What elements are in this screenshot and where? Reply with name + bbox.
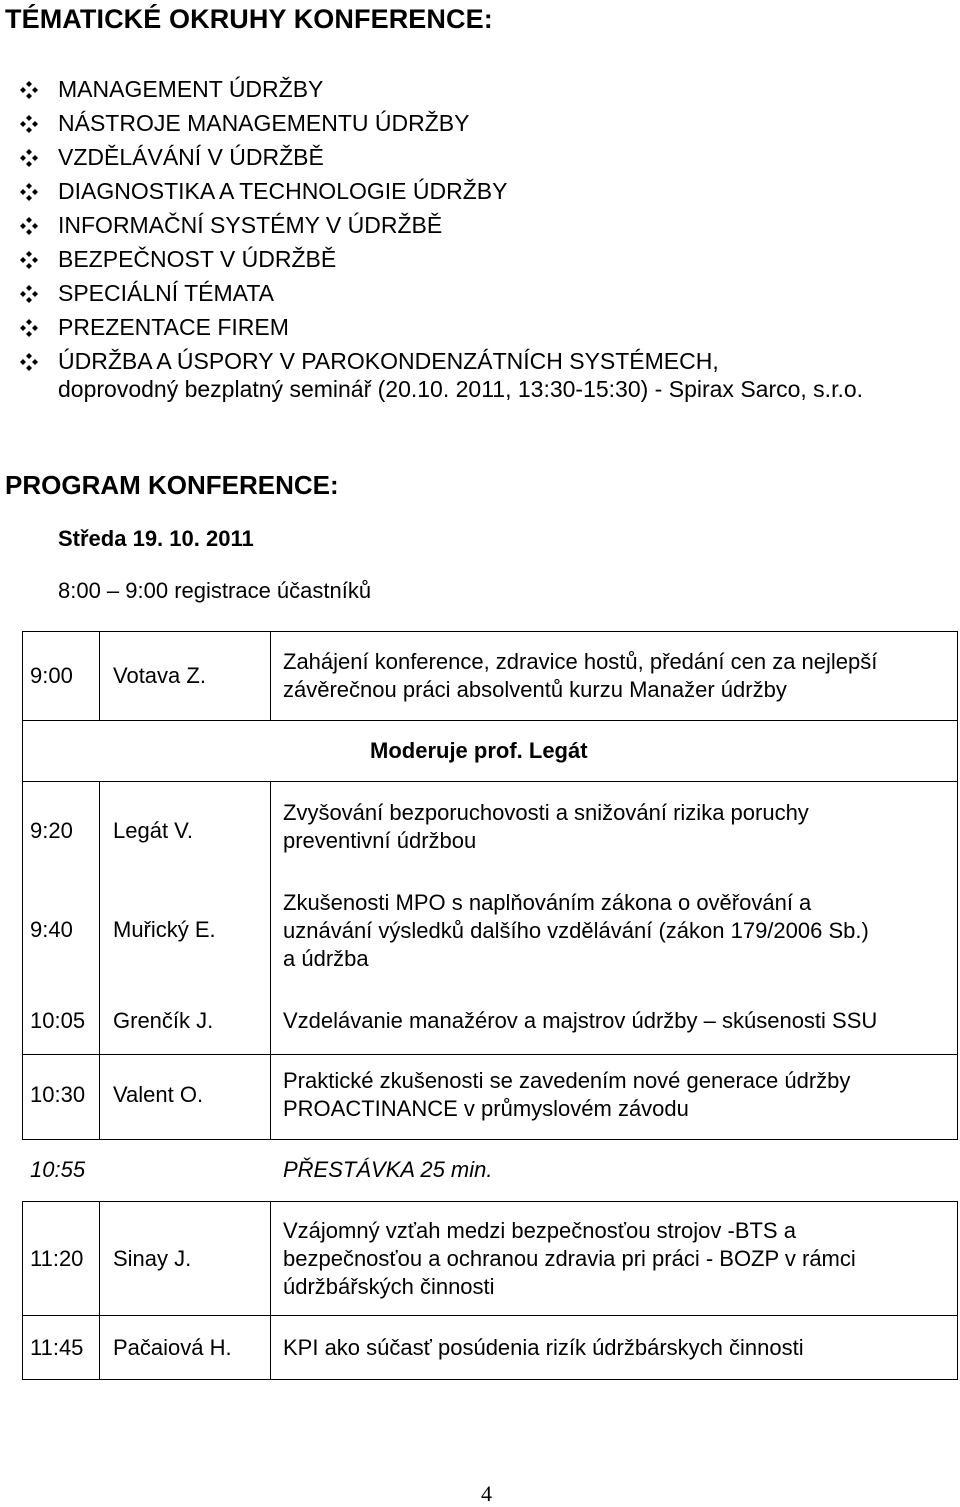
topic-continuation: doprovodný bezplatný seminář (20.10. 2011, 13:30-15:30) - Spirax Sarco, s.r.o. xyxy=(58,376,864,402)
list-item xyxy=(20,276,719,310)
talk-title: Vzájomný vzťah medzi bezpečnosťou strojov -BTS a xyxy=(283,1218,796,1243)
list-item xyxy=(20,208,719,242)
break-time: 10:55 xyxy=(30,1157,86,1182)
topic-label: DIAGNOSTIKA A TECHNOLOGIE ÚDRŽBY xyxy=(58,178,508,204)
speaker-cell: Valent O. xyxy=(113,1082,204,1107)
program-heading: PROGRAM KONFERENCE: xyxy=(5,470,339,500)
talk-title: uznávání výsledků dalšího vzdělávání (zákon 179/2006 Sb.) xyxy=(283,918,869,943)
time-cell: 9:40 xyxy=(30,917,73,942)
four-diamond-bullet-icon xyxy=(20,115,38,133)
list-item xyxy=(20,106,719,140)
day-heading: Středa 19. 10. 2011 xyxy=(58,526,254,551)
time-cell: 11:20 xyxy=(30,1246,84,1271)
four-diamond-bullet-icon xyxy=(20,217,38,235)
list-item xyxy=(20,344,719,378)
topic-label: INFORMAČNÍ SYSTÉMY V ÚDRŽBĚ xyxy=(58,212,443,238)
break-label: PŘESTÁVKA 25 min. xyxy=(283,1157,493,1182)
program-table xyxy=(22,631,958,1140)
row-divider xyxy=(22,781,958,782)
column-divider xyxy=(99,631,100,720)
time-cell: 10:05 xyxy=(30,1008,86,1033)
list-item xyxy=(20,310,719,344)
list-item xyxy=(20,242,719,276)
column-divider xyxy=(99,781,100,1140)
talk-title: KPI ako súčasť posúdenia rizík údržbárskych činnosti xyxy=(283,1335,804,1360)
speaker-cell: Sinay J. xyxy=(113,1246,192,1271)
four-diamond-bullet-icon xyxy=(20,353,38,371)
topic-label: MANAGEMENT ÚDRŽBY xyxy=(58,76,324,102)
row-divider xyxy=(22,1315,958,1316)
topics-heading: TÉMATICKÉ OKRUHY KONFERENCE: xyxy=(5,4,493,34)
four-diamond-bullet-icon xyxy=(20,81,38,99)
time-cell: 9:00 xyxy=(30,663,73,688)
registration-line: 8:00 – 9:00 registrace účastníků xyxy=(58,578,372,603)
four-diamond-bullet-icon xyxy=(20,149,38,167)
talk-title: Zkušenosti MPO s naplňováním zákona o ověřování a xyxy=(283,890,812,915)
list-item xyxy=(20,140,719,174)
talk-title: údržbářských činnosti xyxy=(283,1274,495,1299)
topic-label: SPECIÁLNÍ TÉMATA xyxy=(58,280,274,306)
row-divider xyxy=(22,1054,958,1055)
speaker-cell: Muřický E. xyxy=(113,917,216,942)
list-item xyxy=(20,72,719,106)
talk-title: Praktické zkušenosti se zavedením nové generace údržby xyxy=(283,1068,851,1093)
four-diamond-bullet-icon xyxy=(20,319,38,337)
row-divider xyxy=(22,720,958,721)
talk-title: bezpečnosťou a ochranou zdravia pri práci - BOZP v rámci xyxy=(283,1246,856,1271)
talk-title: a údržba xyxy=(283,946,369,971)
talk-title: Zahájení konference, zdravice hostů, předání cen za nejlepší xyxy=(283,649,878,674)
talk-title: Vzdelávanie manažérov a majstrov údržby – skúsenosti SSU xyxy=(283,1008,878,1033)
four-diamond-bullet-icon xyxy=(20,285,38,303)
talk-title: preventivní údržbou xyxy=(283,828,477,853)
column-divider xyxy=(99,1201,100,1380)
topic-label: BEZPEČNOST V ÚDRŽBĚ xyxy=(58,246,337,272)
topic-label: VZDĚLÁVÁNÍ V ÚDRŽBĚ xyxy=(58,144,324,170)
talk-title: PROACTINANCE v průmyslovém závodu xyxy=(283,1096,689,1121)
time-cell: 9:20 xyxy=(30,818,73,843)
topic-label: NÁSTROJE MANAGEMENTU ÚDRŽBY xyxy=(58,110,470,136)
speaker-cell: Grenčík J. xyxy=(113,1008,214,1033)
moderator-label: Moderuje prof. Legát xyxy=(370,738,588,763)
speaker-cell: Legát V. xyxy=(113,818,193,843)
speaker-cell: Pačaiová H. xyxy=(113,1335,232,1360)
topics-list xyxy=(20,72,719,378)
time-cell: 11:45 xyxy=(30,1335,84,1360)
time-cell: 10:30 xyxy=(30,1082,86,1107)
speaker-cell: Votava Z. xyxy=(113,663,206,688)
topic-label: ÚDRŽBA A ÚSPORY V PAROKONDENZÁTNÍCH SYSTÉMECH, xyxy=(58,348,719,374)
talk-title: Zvyšování bezporuchovosti a snižování rizika poruchy xyxy=(283,800,809,825)
four-diamond-bullet-icon xyxy=(20,251,38,269)
column-divider xyxy=(270,1201,271,1380)
four-diamond-bullet-icon xyxy=(20,183,38,201)
talk-title: závěrečnou práci absolventů kurzu Manažer údržby xyxy=(283,677,787,702)
column-divider xyxy=(270,781,271,1140)
list-item xyxy=(20,174,719,208)
page-number: 4 xyxy=(481,1481,492,1506)
column-divider xyxy=(270,631,271,720)
topic-label: PREZENTACE FIREM xyxy=(58,314,289,340)
